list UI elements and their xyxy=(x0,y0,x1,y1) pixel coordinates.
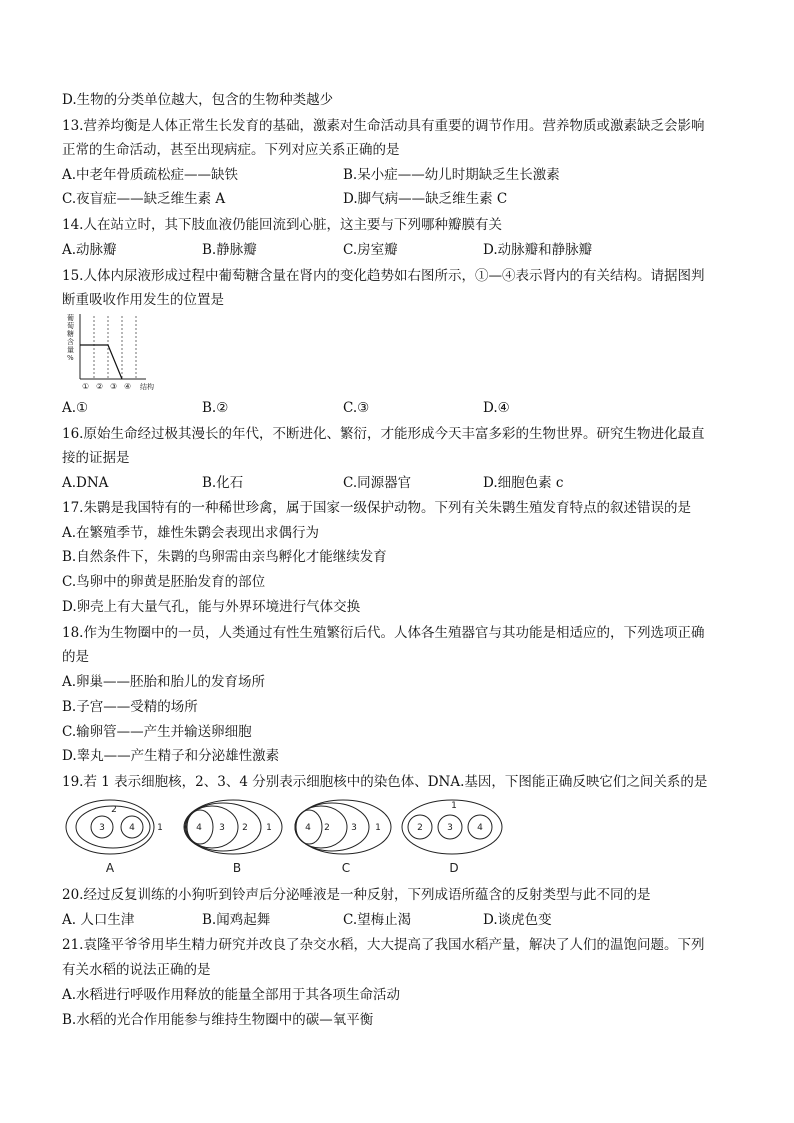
q15-chart-glucose-line xyxy=(80,345,122,379)
q13-option-a: A.中老年骨质疏松症——缺铁 xyxy=(62,167,239,183)
q19-d-num-1: 1 xyxy=(451,801,457,811)
q15-chart-ylabel-1: 葡 xyxy=(67,314,74,322)
q19-diagram-a xyxy=(66,800,163,875)
q13-stem-line1: 13.营养均衡是人体正常生长发育的基础，激素对生命活动具有重要的调节作用。营养物质或激素缺乏会影响 xyxy=(62,118,705,134)
q19-a-outer xyxy=(66,800,154,854)
q19-c-num-4: 4 xyxy=(305,823,311,833)
q19-b-num-2: 2 xyxy=(242,823,248,833)
q19-b-num-3: 3 xyxy=(219,823,225,833)
q15-option-c: C.③ xyxy=(343,400,370,416)
q15-chart-tick-4: ④ xyxy=(124,382,132,391)
q16-option-d: D.细胞色素 c xyxy=(483,475,564,491)
q14-option-d: D.动脉瓣和静脉瓣 xyxy=(483,242,593,258)
q15-chart-ylabel-5: 量 xyxy=(67,346,74,354)
q18-option-a: A.卵巢——胚胎和胎儿的发育场所 xyxy=(62,674,266,690)
q19-label-b: B xyxy=(232,861,242,875)
q18-stem-line2: 的是 xyxy=(62,649,89,665)
q21-option-b: B.水稻的光合作用能参与维持生物圈中的碳—氧平衡 xyxy=(62,1012,374,1028)
q15-chart-xlabel: 结构 xyxy=(140,383,154,391)
q13-option-c: C.夜盲症——缺乏维生素 A xyxy=(62,191,226,207)
q13-option-d: D.脚气病——缺乏维生素 C xyxy=(343,191,508,207)
q15-chart-tick-1: ① xyxy=(82,382,90,391)
q17-stem: 17.朱鹮是我国特有的一种稀世珍禽，属于国家一级保护动物。下列有关朱鹮生殖发育特点的叙述错误的是 xyxy=(62,500,691,516)
q16-stem-line1: 16.原始生命经过极其漫长的年代，不断进化、繁衍，才能形成今天丰富多彩的生物世界。研究生物进化最直 xyxy=(62,426,705,442)
q19-diagrams xyxy=(62,796,512,878)
q19-c-num-1: 1 xyxy=(375,823,381,833)
q15-option-a: A.① xyxy=(62,400,89,416)
q13-option-b: B.呆小症——幼儿时期缺乏生长激素 xyxy=(343,167,560,183)
q15-stem-line2: 断重吸收作用发生的位置是 xyxy=(62,292,224,308)
q13-stem-line2: 正常的生命活动，甚至出现病症。下列对应关系正确的是 xyxy=(62,142,400,158)
q20-option-a: A. 人口生津 xyxy=(62,912,135,928)
q16-option-b: B.化石 xyxy=(202,475,244,491)
q18-option-c: C.输卵管——产生并输送卵细胞 xyxy=(62,724,252,740)
q19-diagram-b xyxy=(184,800,282,875)
q17-option-c: C.鸟卵中的卵黄是胚胎发育的部位 xyxy=(62,574,266,590)
q15-chart-ylabel-4: 含 xyxy=(67,338,74,346)
q19-diagram-d xyxy=(402,800,502,875)
q19-b-num-4: 4 xyxy=(196,823,202,833)
q14-option-a: A.动脉瓣 xyxy=(62,242,117,258)
q19-label-a: A xyxy=(105,861,115,875)
q19-a-num-2: 2 xyxy=(111,805,117,815)
q19-a-num-1: 1 xyxy=(157,823,163,833)
q16-stem-line2: 接的证据是 xyxy=(62,450,130,466)
q19-c-num-3: 3 xyxy=(351,823,357,833)
q20-stem: 20.经过反复训练的小狗听到铃声后分泌唾液是一种反射，下列成语所蕴含的反射类型与此不同的是 xyxy=(62,887,651,903)
q16-option-c: C.同源器官 xyxy=(343,475,412,491)
q19-b-num-1: 1 xyxy=(266,823,272,833)
q12-option-d: D.生物的分类单位越大，包含的生物种类越少 xyxy=(62,92,334,108)
q18-stem-line1: 18.作为生物圈中的一员，人类通过有性生殖繁衍后代。人体各生殖器官与其功能是相适应的，下列选项正确 xyxy=(62,625,705,641)
q19-label-d: D xyxy=(449,861,459,875)
q15-chart-tick-2: ② xyxy=(96,382,104,391)
q19-stem: 19.若 1 表示细胞核，2、3、4 分别表示细胞核中的染色体、DNA.基因，下图能正确反映它们之间关系的是 xyxy=(62,774,708,790)
q18-option-d: D.睾丸——产生精子和分泌雄性激素 xyxy=(62,748,280,764)
q14-option-c: C.房室瓣 xyxy=(343,242,398,258)
q20-option-d: D.谈虎色变 xyxy=(483,912,552,928)
q15-stem-line1: 15.人体内尿液形成过程中葡萄糖含量在肾内的变化趋势如右图所示，①—④表示肾内的有关结构。请据图判 xyxy=(62,268,705,284)
q19-diagram-c xyxy=(295,800,391,875)
q19-d-num-4: 4 xyxy=(477,823,483,833)
q17-option-d: D.卵壳上有大量气孔，能与外界环境进行气体交换 xyxy=(62,599,361,615)
q19-a-num-4: 4 xyxy=(129,823,135,833)
q19-d-num-2: 2 xyxy=(417,823,423,833)
q19-c-num-2: 2 xyxy=(324,823,330,833)
q14-option-b: B.静脉瓣 xyxy=(202,242,257,258)
q15-chart-ylabel-6: % xyxy=(67,354,74,362)
q15-chart-ylabel-3: 糖 xyxy=(67,330,74,338)
q19-a-num-3: 3 xyxy=(99,823,105,833)
q20-option-b: B.闻鸡起舞 xyxy=(202,912,271,928)
q15-option-b: B.② xyxy=(202,400,229,416)
q21-stem-line1: 21.袁隆平爷爷用毕生精力研究并改良了杂交水稻，大大提高了我国水稻产量，解决了人们的温饱问题。下列 xyxy=(62,937,705,953)
q21-option-a: A.水稻进行呼吸作用释放的能量全部用于其各项生命活动 xyxy=(62,987,401,1003)
q19-d-num-3: 3 xyxy=(447,823,453,833)
q15-option-d: D.④ xyxy=(483,400,510,416)
q19-label-c: C xyxy=(341,861,351,875)
q15-glucose-chart xyxy=(62,312,166,392)
q14-stem: 14.人在站立时，其下肢血液仍能回流到心脏，这主要与下列哪种瓣膜有关 xyxy=(62,217,502,233)
q15-chart-tick-3: ③ xyxy=(110,382,118,391)
q18-option-b: B.子宫——受精的场所 xyxy=(62,699,198,715)
q21-stem-line2: 有关水稻的说法正确的是 xyxy=(62,962,211,978)
q15-chart-ylabel-2: 萄 xyxy=(67,322,74,330)
q17-option-b: B.自然条件下，朱鹮的鸟卵需由亲鸟孵化才能继续发育 xyxy=(62,549,387,565)
q17-option-a: A.在繁殖季节，雄性朱鹮会表现出求偶行为 xyxy=(62,525,320,541)
q20-option-c: C.望梅止渴 xyxy=(343,912,412,928)
q16-option-a: A.DNA xyxy=(62,475,109,491)
